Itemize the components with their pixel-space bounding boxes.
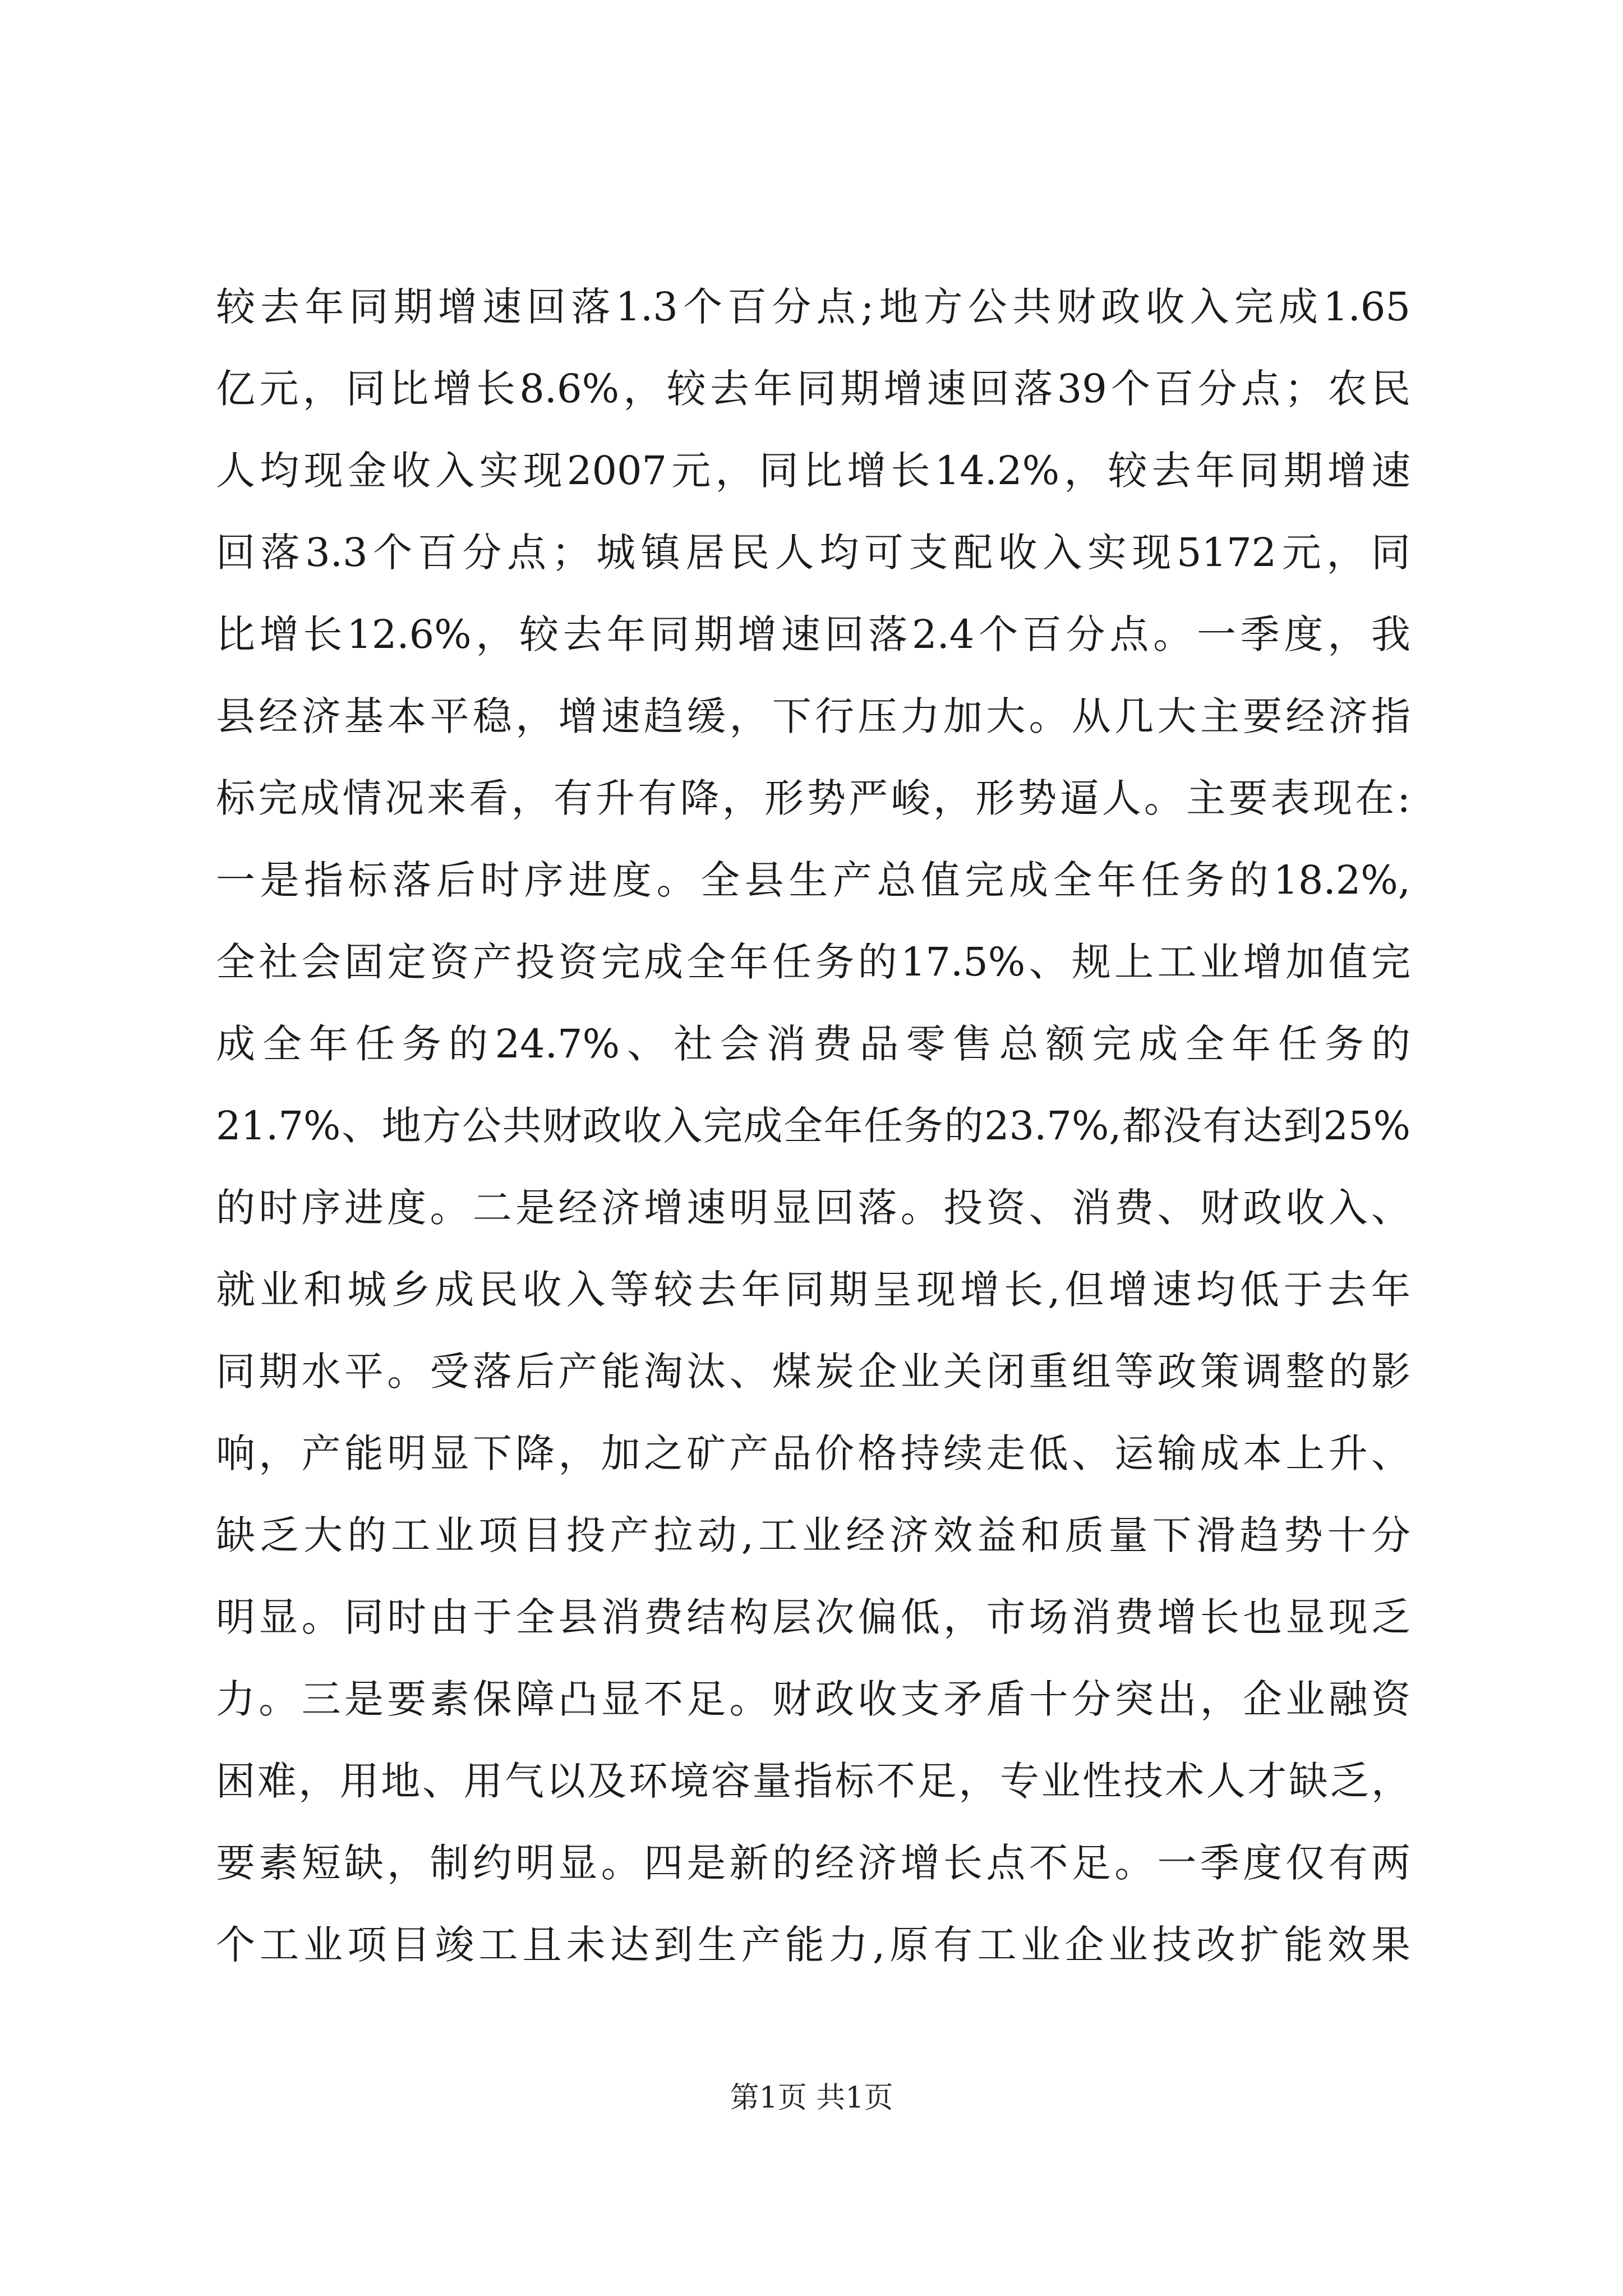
text-line: 的时序进度。二是经济增速明显回落。投资、消费、财政收入、 bbox=[216, 1185, 1410, 1231]
text-line: 缺乏大的工业项目投产拉动,工业经济效益和质量下滑趋势十分 bbox=[216, 1512, 1410, 1558]
text-line: 个工业项目竣工且未达到生产能力,原有工业企业技改扩能效果 bbox=[216, 1922, 1410, 1968]
text-line: 要素短缺，制约明显。四是新的经济增长点不足。一季度仅有两 bbox=[216, 1840, 1410, 1886]
text-line: 21.7%、地方公共财政收入完成全年任务的23.7%,都没有达到25% bbox=[216, 1103, 1410, 1149]
page-footer bbox=[0, 2076, 1623, 2120]
page-number: 第1页 共1页 bbox=[730, 2081, 893, 2115]
text-line: 困难，用地、用气以及环境容量指标不足，专业性技术人才缺乏， bbox=[216, 1758, 1410, 1804]
text-line: 比增长12.6%，较去年同期增速回落2.4个百分点。一季度，我 bbox=[216, 611, 1410, 657]
text-line: 标完成情况来看，有升有降，形势严峻，形势逼人。主要表现在: bbox=[216, 775, 1410, 821]
text-line: 成全年任务的24.7%、社会消费品零售总额完成全年任务的 bbox=[216, 1021, 1410, 1067]
text-line: 同期水平。受落后产能淘汰、煤炭企业关闭重组等政策调整的影 bbox=[216, 1349, 1410, 1395]
text-line: 一是指标落后时序进度。全县生产总值完成全年任务的18.2%, bbox=[216, 857, 1410, 903]
text-line: 就业和城乡成民收入等较去年同期呈现增长,但增速均低于去年 bbox=[216, 1267, 1410, 1313]
text-line: 较去年同期增速回落1.3个百分点;地方公共财政收入完成1.65 bbox=[216, 284, 1410, 330]
text-line: 县经济基本平稳，增速趋缓，下行压力加大。从几大主要经济指 bbox=[216, 693, 1410, 739]
text-line: 全社会固定资产投资完成全年任务的17.5%、规上工业增加值完 bbox=[216, 939, 1410, 985]
text-line: 响，产能明显下降，加之矿产品价格持续走低、运输成本上升、 bbox=[216, 1430, 1410, 1476]
text-line: 回落3.3个百分点；城镇居民人均可支配收入实现5172元，同 bbox=[216, 530, 1410, 576]
text-line: 明显。同时由于全县消费结构层次偏低，市场消费增长也显现乏 bbox=[216, 1594, 1410, 1640]
text-line: 力。三是要素保障凸显不足。财政收支矛盾十分突出，企业融资 bbox=[216, 1676, 1410, 1722]
text-line: 人均现金收入实现2007元，同比增长14.2%，较去年同期增速 bbox=[216, 448, 1410, 494]
text-line: 亿元，同比增长8.6%，较去年同期增速回落39个百分点；农民 bbox=[216, 366, 1410, 412]
body-paragraph bbox=[216, 266, 1410, 1986]
